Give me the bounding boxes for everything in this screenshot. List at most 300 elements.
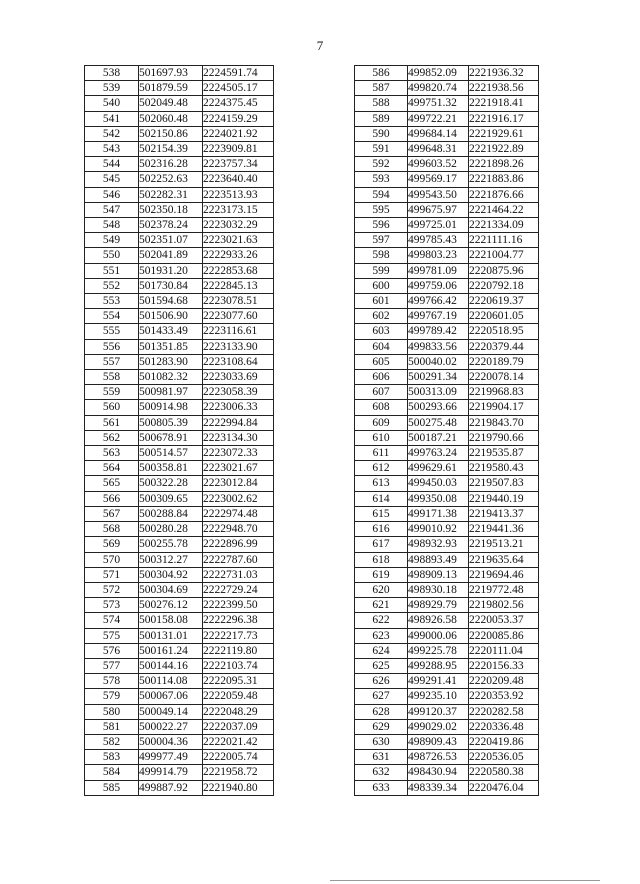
coordinate-y: 2219513.21 xyxy=(469,537,539,552)
coordinate-x: 502316.28 xyxy=(139,157,203,172)
coordinate-x: 500304.92 xyxy=(139,567,203,582)
point-number: 586 xyxy=(355,66,408,81)
table-row xyxy=(355,278,539,293)
point-number: 575 xyxy=(85,628,139,643)
coordinate-y: 2221876.66 xyxy=(469,187,539,202)
coordinate-y: 2222059.48 xyxy=(203,689,274,704)
coordinate-x: 499887.92 xyxy=(139,780,203,795)
coordinate-x: 499759.06 xyxy=(408,278,469,293)
coordinate-x: 499684.14 xyxy=(408,126,469,141)
table-row xyxy=(85,157,274,172)
point-number: 560 xyxy=(85,400,139,415)
table-row xyxy=(85,689,274,704)
table-row xyxy=(85,704,274,719)
table-body xyxy=(85,66,274,796)
coordinate-x: 502350.18 xyxy=(139,202,203,217)
coordinate-y: 2219802.56 xyxy=(469,598,539,613)
point-number: 594 xyxy=(355,187,408,202)
point-number: 569 xyxy=(85,537,139,552)
table-row xyxy=(355,66,539,81)
point-number: 631 xyxy=(355,750,408,765)
point-number: 581 xyxy=(85,719,139,734)
coordinate-y: 2222021.42 xyxy=(203,734,274,749)
point-number: 602 xyxy=(355,309,408,324)
point-number: 616 xyxy=(355,522,408,537)
table-row xyxy=(85,172,274,187)
point-number: 593 xyxy=(355,172,408,187)
coordinate-x: 500322.28 xyxy=(139,476,203,491)
table-row xyxy=(355,126,539,141)
point-number: 589 xyxy=(355,111,408,126)
coordinate-x: 500293.66 xyxy=(408,400,469,415)
point-number: 630 xyxy=(355,734,408,749)
coordinate-y: 2220078.14 xyxy=(469,370,539,385)
table-row xyxy=(355,582,539,597)
table-row xyxy=(355,704,539,719)
coordinate-x: 499803.23 xyxy=(408,248,469,263)
table-row xyxy=(85,233,274,248)
coordinate-x: 500291.34 xyxy=(408,370,469,385)
table-row xyxy=(355,598,539,613)
point-number: 565 xyxy=(85,476,139,491)
point-number: 571 xyxy=(85,567,139,582)
table-row xyxy=(85,385,274,400)
table-row xyxy=(85,309,274,324)
coordinate-y: 2224505.17 xyxy=(203,81,274,96)
coordinate-x: 498930.18 xyxy=(408,582,469,597)
coordinate-x: 499291.41 xyxy=(408,674,469,689)
table-row xyxy=(85,491,274,506)
coordinate-x: 502378.24 xyxy=(139,218,203,233)
coordinate-y: 2223513.93 xyxy=(203,187,274,202)
point-number: 540 xyxy=(85,96,139,111)
coordinate-y: 2220518.95 xyxy=(469,324,539,339)
point-number: 601 xyxy=(355,294,408,309)
coordinate-x: 500914.98 xyxy=(139,400,203,415)
table-row xyxy=(85,354,274,369)
table-row xyxy=(85,415,274,430)
coordinate-y: 2220601.05 xyxy=(469,309,539,324)
coordinate-y: 2220189.79 xyxy=(469,354,539,369)
coordinate-x: 499225.78 xyxy=(408,643,469,658)
point-number: 632 xyxy=(355,765,408,780)
point-number: 576 xyxy=(85,643,139,658)
coordinate-y: 2223134.30 xyxy=(203,430,274,445)
coordinate-y: 2224375.45 xyxy=(203,96,274,111)
coordinate-x: 500678.91 xyxy=(139,430,203,445)
coordinate-y: 2219413.37 xyxy=(469,506,539,521)
table-row xyxy=(85,81,274,96)
point-number: 543 xyxy=(85,142,139,157)
table-row xyxy=(85,613,274,628)
point-number: 585 xyxy=(85,780,139,795)
table-row xyxy=(355,476,539,491)
table-row xyxy=(355,446,539,461)
coordinate-y: 2220336.48 xyxy=(469,719,539,734)
coordinate-x: 499603.52 xyxy=(408,157,469,172)
table-row xyxy=(85,339,274,354)
point-number: 588 xyxy=(355,96,408,111)
table-row xyxy=(355,309,539,324)
point-number: 564 xyxy=(85,461,139,476)
coordinate-x: 499751.32 xyxy=(408,96,469,111)
table-row xyxy=(355,172,539,187)
table-row xyxy=(85,780,274,795)
coordinate-x: 500288.84 xyxy=(139,506,203,521)
coordinate-x: 498893.49 xyxy=(408,552,469,567)
table-row xyxy=(85,476,274,491)
table-row xyxy=(85,506,274,521)
coordinate-x: 501879.59 xyxy=(139,81,203,96)
coordinate-y: 2223077.60 xyxy=(203,309,274,324)
table-row xyxy=(355,400,539,415)
coordinate-x: 499120.37 xyxy=(408,704,469,719)
coordinate-x: 498929.79 xyxy=(408,598,469,613)
point-number: 626 xyxy=(355,674,408,689)
coordinate-y: 2219904.17 xyxy=(469,400,539,415)
coordinate-x: 499785.43 xyxy=(408,233,469,248)
coordinate-y: 2220111.04 xyxy=(469,643,539,658)
coordinate-x: 502351.07 xyxy=(139,233,203,248)
coordinate-y: 2223033.69 xyxy=(203,370,274,385)
point-number: 591 xyxy=(355,142,408,157)
table-row xyxy=(85,218,274,233)
table-row xyxy=(85,400,274,415)
coordinate-x: 501697.93 xyxy=(139,66,203,81)
coordinate-x: 500161.24 xyxy=(139,643,203,658)
coordinate-x: 502041.89 xyxy=(139,248,203,263)
point-number: 610 xyxy=(355,430,408,445)
point-number: 551 xyxy=(85,263,139,278)
table-row xyxy=(355,522,539,537)
table-row xyxy=(85,765,274,780)
point-number: 566 xyxy=(85,491,139,506)
point-number: 567 xyxy=(85,506,139,521)
table-row xyxy=(355,491,539,506)
point-number: 600 xyxy=(355,278,408,293)
coordinate-y: 2221004.77 xyxy=(469,248,539,263)
table-row xyxy=(355,218,539,233)
coordinate-y: 2221929.61 xyxy=(469,126,539,141)
coordinate-y: 2220875.96 xyxy=(469,263,539,278)
point-number: 559 xyxy=(85,385,139,400)
coordinate-y: 2222787.60 xyxy=(203,552,274,567)
table-row xyxy=(85,674,274,689)
table-row xyxy=(85,263,274,278)
point-number: 618 xyxy=(355,552,408,567)
table-row xyxy=(355,354,539,369)
coordinate-y: 2220085.86 xyxy=(469,628,539,643)
coordinate-x: 501730.84 xyxy=(139,278,203,293)
coordinate-y: 2223909.81 xyxy=(203,142,274,157)
point-number: 546 xyxy=(85,187,139,202)
coordinate-y: 2223078.51 xyxy=(203,294,274,309)
coordinate-x: 502252.63 xyxy=(139,172,203,187)
point-number: 596 xyxy=(355,218,408,233)
point-number: 628 xyxy=(355,704,408,719)
point-number: 615 xyxy=(355,506,408,521)
coordinate-x: 500280.28 xyxy=(139,522,203,537)
point-number: 587 xyxy=(355,81,408,96)
table-row xyxy=(355,765,539,780)
coordinate-x: 499766.42 xyxy=(408,294,469,309)
coordinate-y: 2223108.64 xyxy=(203,354,274,369)
coordinate-y: 2223173.15 xyxy=(203,202,274,217)
coordinate-y: 2219440.19 xyxy=(469,491,539,506)
point-number: 561 xyxy=(85,415,139,430)
table-row xyxy=(85,370,274,385)
point-number: 584 xyxy=(85,765,139,780)
table-row xyxy=(355,780,539,795)
table-row xyxy=(85,187,274,202)
point-number: 609 xyxy=(355,415,408,430)
coordinate-y: 2222896.99 xyxy=(203,537,274,552)
point-number: 553 xyxy=(85,294,139,309)
table-row xyxy=(85,324,274,339)
coordinate-x: 500022.27 xyxy=(139,719,203,734)
point-number: 557 xyxy=(85,354,139,369)
coordinate-x: 502150.86 xyxy=(139,126,203,141)
coordinate-y: 2219507.83 xyxy=(469,476,539,491)
coordinate-y: 2221111.16 xyxy=(469,233,539,248)
table-row xyxy=(355,643,539,658)
table-row xyxy=(355,719,539,734)
coordinate-x: 499629.61 xyxy=(408,461,469,476)
point-number: 552 xyxy=(85,278,139,293)
table-row xyxy=(355,628,539,643)
coordinate-y: 2222845.13 xyxy=(203,278,274,293)
point-number: 597 xyxy=(355,233,408,248)
coordinate-y: 2222005.74 xyxy=(203,750,274,765)
point-number: 548 xyxy=(85,218,139,233)
coordinate-x: 500114.08 xyxy=(139,674,203,689)
table-row xyxy=(355,506,539,521)
point-number: 617 xyxy=(355,537,408,552)
coordinate-y: 2220580.38 xyxy=(469,765,539,780)
coordinate-y: 2221936.32 xyxy=(469,66,539,81)
coordinate-x: 501594.68 xyxy=(139,294,203,309)
table-row xyxy=(355,81,539,96)
coordinate-y: 2219772.48 xyxy=(469,582,539,597)
coordinate-x: 499029.02 xyxy=(408,719,469,734)
coordinate-x: 500276.12 xyxy=(139,598,203,613)
table-row xyxy=(85,582,274,597)
point-number: 555 xyxy=(85,324,139,339)
coordinate-y: 2222974.48 xyxy=(203,506,274,521)
table-row xyxy=(355,430,539,445)
point-number: 619 xyxy=(355,567,408,582)
coordinate-y: 2219535.87 xyxy=(469,446,539,461)
coordinate-x: 500158.08 xyxy=(139,613,203,628)
coordinate-y: 2219580.43 xyxy=(469,461,539,476)
coordinate-x: 499675.97 xyxy=(408,202,469,217)
coordinate-x: 498926.58 xyxy=(408,613,469,628)
point-number: 545 xyxy=(85,172,139,187)
coordinate-y: 2222994.84 xyxy=(203,415,274,430)
coordinate-y: 2219790.66 xyxy=(469,430,539,445)
coordinate-x: 500304.69 xyxy=(139,582,203,597)
coordinate-x: 499543.50 xyxy=(408,187,469,202)
table-row xyxy=(355,415,539,430)
coordinate-y: 2222948.70 xyxy=(203,522,274,537)
point-number: 590 xyxy=(355,126,408,141)
point-number: 549 xyxy=(85,233,139,248)
coordinate-y: 2222217.73 xyxy=(203,628,274,643)
coordinate-x: 499000.06 xyxy=(408,628,469,643)
coordinate-y: 2223116.61 xyxy=(203,324,274,339)
coordinate-x: 500255.78 xyxy=(139,537,203,552)
point-number: 606 xyxy=(355,370,408,385)
point-number: 607 xyxy=(355,385,408,400)
coordinate-x: 502060.48 xyxy=(139,111,203,126)
table-row xyxy=(355,567,539,582)
coordinate-x: 499767.19 xyxy=(408,309,469,324)
coordinate-y: 2221464.22 xyxy=(469,202,539,217)
coordinates-table-left xyxy=(84,65,274,796)
coordinate-y: 2223021.63 xyxy=(203,233,274,248)
point-number: 563 xyxy=(85,446,139,461)
coordinate-y: 2220379.44 xyxy=(469,339,539,354)
table-row xyxy=(85,294,274,309)
table-row xyxy=(355,202,539,217)
coordinate-x: 499010.92 xyxy=(408,522,469,537)
point-number: 570 xyxy=(85,552,139,567)
coordinate-y: 2223002.62 xyxy=(203,491,274,506)
coordinate-x: 500049.14 xyxy=(139,704,203,719)
coordinate-x: 500805.39 xyxy=(139,415,203,430)
coordinate-y: 2221334.09 xyxy=(469,218,539,233)
table-row xyxy=(85,126,274,141)
coordinate-x: 498909.13 xyxy=(408,567,469,582)
coordinate-y: 2222853.68 xyxy=(203,263,274,278)
coordinate-x: 499569.17 xyxy=(408,172,469,187)
coordinate-y: 2221922.89 xyxy=(469,142,539,157)
coordinate-x: 498430.94 xyxy=(408,765,469,780)
point-number: 579 xyxy=(85,689,139,704)
point-number: 627 xyxy=(355,689,408,704)
coordinate-x: 499781.09 xyxy=(408,263,469,278)
point-number: 577 xyxy=(85,658,139,673)
point-number: 572 xyxy=(85,582,139,597)
coordinate-y: 2223133.90 xyxy=(203,339,274,354)
table-row xyxy=(85,734,274,749)
coordinate-y: 2221918.41 xyxy=(469,96,539,111)
coordinate-y: 2222729.24 xyxy=(203,582,274,597)
coordinate-y: 2223006.33 xyxy=(203,400,274,415)
coordinate-y: 2219968.83 xyxy=(469,385,539,400)
point-number: 550 xyxy=(85,248,139,263)
table-row xyxy=(355,111,539,126)
table-row xyxy=(355,370,539,385)
table-row xyxy=(355,187,539,202)
table-row xyxy=(85,446,274,461)
coordinate-x: 501506.90 xyxy=(139,309,203,324)
coordinate-x: 498932.93 xyxy=(408,537,469,552)
point-number: 604 xyxy=(355,339,408,354)
table-row xyxy=(85,248,274,263)
point-number: 622 xyxy=(355,613,408,628)
table-row xyxy=(355,142,539,157)
coordinate-x: 500981.97 xyxy=(139,385,203,400)
point-number: 578 xyxy=(85,674,139,689)
point-number: 554 xyxy=(85,309,139,324)
coordinate-y: 2220353.92 xyxy=(469,689,539,704)
table-row xyxy=(355,461,539,476)
coordinate-y: 2220282.58 xyxy=(469,704,539,719)
coordinate-y: 2224159.29 xyxy=(203,111,274,126)
coordinate-x: 500004.36 xyxy=(139,734,203,749)
coordinate-y: 2219694.46 xyxy=(469,567,539,582)
point-number: 612 xyxy=(355,461,408,476)
coordinate-x: 499235.10 xyxy=(408,689,469,704)
table-row xyxy=(85,719,274,734)
footer-divider xyxy=(330,880,600,881)
table-row xyxy=(85,522,274,537)
table-row xyxy=(85,202,274,217)
coordinate-x: 498339.34 xyxy=(408,780,469,795)
coordinate-y: 2223021.67 xyxy=(203,461,274,476)
table-row xyxy=(355,248,539,263)
table-row xyxy=(85,598,274,613)
coordinate-x: 499350.08 xyxy=(408,491,469,506)
coordinate-x: 500144.16 xyxy=(139,658,203,673)
point-number: 633 xyxy=(355,780,408,795)
page-number: 7 xyxy=(316,38,324,53)
coordinate-y: 2222095.31 xyxy=(203,674,274,689)
coordinate-y: 2222399.50 xyxy=(203,598,274,613)
point-number: 624 xyxy=(355,643,408,658)
point-number: 573 xyxy=(85,598,139,613)
table-row xyxy=(355,750,539,765)
point-number: 613 xyxy=(355,476,408,491)
table-row xyxy=(85,430,274,445)
table-row xyxy=(355,658,539,673)
coordinate-x: 500131.01 xyxy=(139,628,203,643)
table-row xyxy=(355,734,539,749)
coordinate-y: 2224591.74 xyxy=(203,66,274,81)
coordinate-y: 2221883.86 xyxy=(469,172,539,187)
coordinate-x: 499648.31 xyxy=(408,142,469,157)
coordinate-x: 501351.85 xyxy=(139,339,203,354)
table-row xyxy=(85,96,274,111)
coordinate-x: 499725.01 xyxy=(408,218,469,233)
point-number: 580 xyxy=(85,704,139,719)
point-number: 605 xyxy=(355,354,408,369)
coordinate-y: 2220476.04 xyxy=(469,780,539,795)
coordinate-y: 2219635.64 xyxy=(469,552,539,567)
point-number: 562 xyxy=(85,430,139,445)
point-number: 582 xyxy=(85,734,139,749)
point-number: 625 xyxy=(355,658,408,673)
coordinate-y: 2219441.36 xyxy=(469,522,539,537)
table-row xyxy=(85,628,274,643)
coordinate-x: 502154.39 xyxy=(139,142,203,157)
coordinate-x: 499722.21 xyxy=(408,111,469,126)
table-row xyxy=(355,613,539,628)
point-number: 574 xyxy=(85,613,139,628)
coordinate-x: 500040.02 xyxy=(408,354,469,369)
point-number: 621 xyxy=(355,598,408,613)
coordinate-y: 2220792.18 xyxy=(469,278,539,293)
coordinate-y: 2223012.84 xyxy=(203,476,274,491)
point-number: 568 xyxy=(85,522,139,537)
coordinate-y: 2221938.56 xyxy=(469,81,539,96)
coordinate-y: 2222103.74 xyxy=(203,658,274,673)
coordinate-x: 499820.74 xyxy=(408,81,469,96)
coordinate-y: 2223072.33 xyxy=(203,446,274,461)
table-row xyxy=(355,552,539,567)
coordinate-x: 498726.53 xyxy=(408,750,469,765)
